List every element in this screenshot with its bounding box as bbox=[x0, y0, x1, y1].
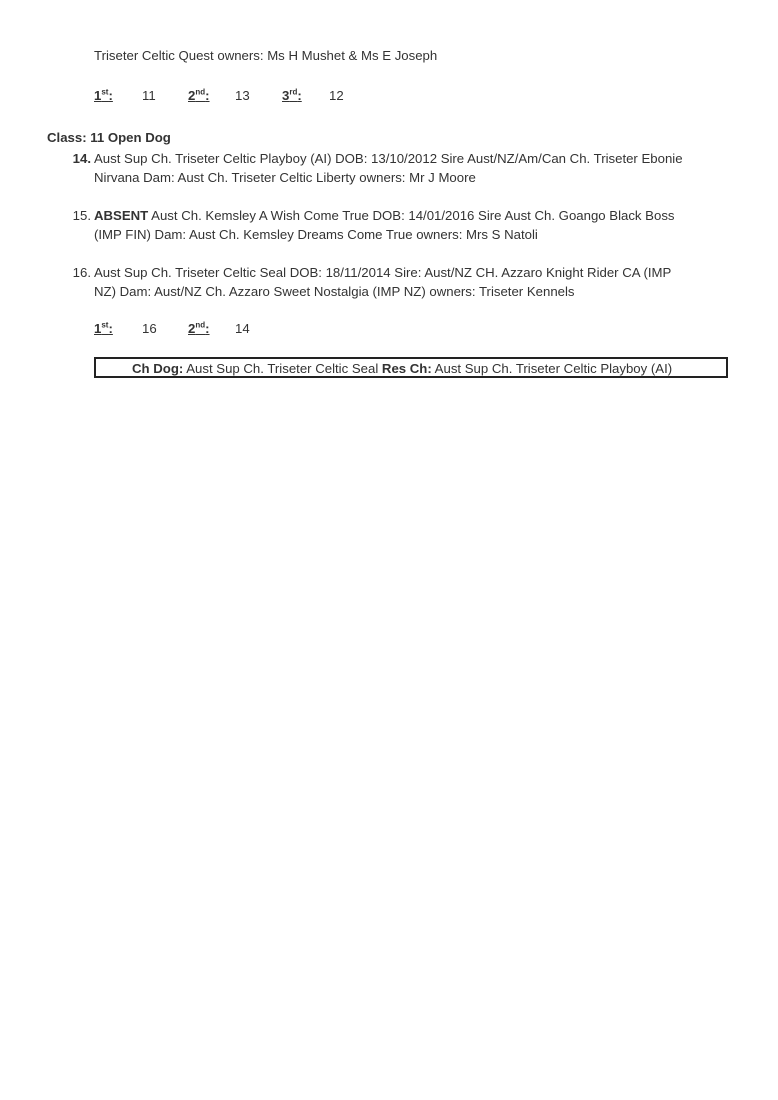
entry-text bbox=[94, 149, 744, 187]
entry-number: 16. bbox=[72, 265, 91, 280]
first-place-label: 1st: bbox=[94, 320, 113, 336]
third-place-value: 12 bbox=[329, 88, 344, 103]
entry-text bbox=[94, 263, 744, 301]
entry-line-2: NZ) Dam: Aust/NZ Ch. Azzaro Sweet Nostalgia (IMP NZ) owners: Triseter Kennels bbox=[94, 284, 575, 299]
second-place-label: 2nd: bbox=[188, 320, 210, 336]
entry-line-1: Aust Sup Ch. Triseter Celtic Seal DOB: 18/11/2014 Sire: Aust/NZ CH. Azzaro Knight Rider CA (IMP bbox=[94, 265, 672, 280]
challenge-summary-text bbox=[132, 361, 672, 376]
entry-line-1: Aust Ch. Kemsley A Wish Come True DOB: 14/01/2016 Sire Aust Ch. Goango Black Boss bbox=[148, 208, 675, 223]
first-place-label: 1st: bbox=[94, 87, 113, 103]
res-ch-label: Res Ch: bbox=[381, 361, 432, 376]
third-place-label: 3rd: bbox=[282, 87, 302, 103]
second-place-value: 13 bbox=[235, 88, 250, 103]
absent-marker: ABSENT bbox=[94, 208, 149, 223]
entry-line-1: Aust Sup Ch. Triseter Celtic Playboy (AI) DOB: 13/10/2012 Sire Aust/NZ/Am/Can Ch. Triseter Ebonie bbox=[94, 151, 683, 166]
entry-line-2: (IMP FIN) Dam: Aust Ch. Kemsley Dreams Come True owners: Mrs S Natoli bbox=[94, 227, 538, 242]
entry-number: 14. bbox=[72, 151, 91, 166]
res-ch-value: Aust Sup Ch. Triseter Celtic Playboy (AI) bbox=[431, 361, 673, 376]
entry-number: 15. bbox=[72, 208, 91, 223]
entry-text bbox=[94, 206, 744, 244]
class-heading: Class: 11 Open Dog bbox=[47, 130, 171, 145]
first-place-value: 11 bbox=[142, 88, 156, 103]
first-place-value: 16 bbox=[142, 321, 157, 336]
challenge-summary-box bbox=[94, 357, 728, 378]
ch-dog-value: Aust Sup Ch. Triseter Celtic Seal bbox=[183, 361, 382, 376]
entry-line-2: Nirvana Dam: Aust Ch. Triseter Celtic Liberty owners: Mr J Moore bbox=[94, 170, 476, 185]
ch-dog-label: Ch Dog: bbox=[132, 361, 184, 376]
second-place-label: 2nd: bbox=[188, 87, 210, 103]
second-place-value: 14 bbox=[235, 321, 250, 336]
previous-entry-text: Triseter Celtic Quest owners: Ms H Mushet & Ms E Joseph bbox=[94, 48, 438, 63]
